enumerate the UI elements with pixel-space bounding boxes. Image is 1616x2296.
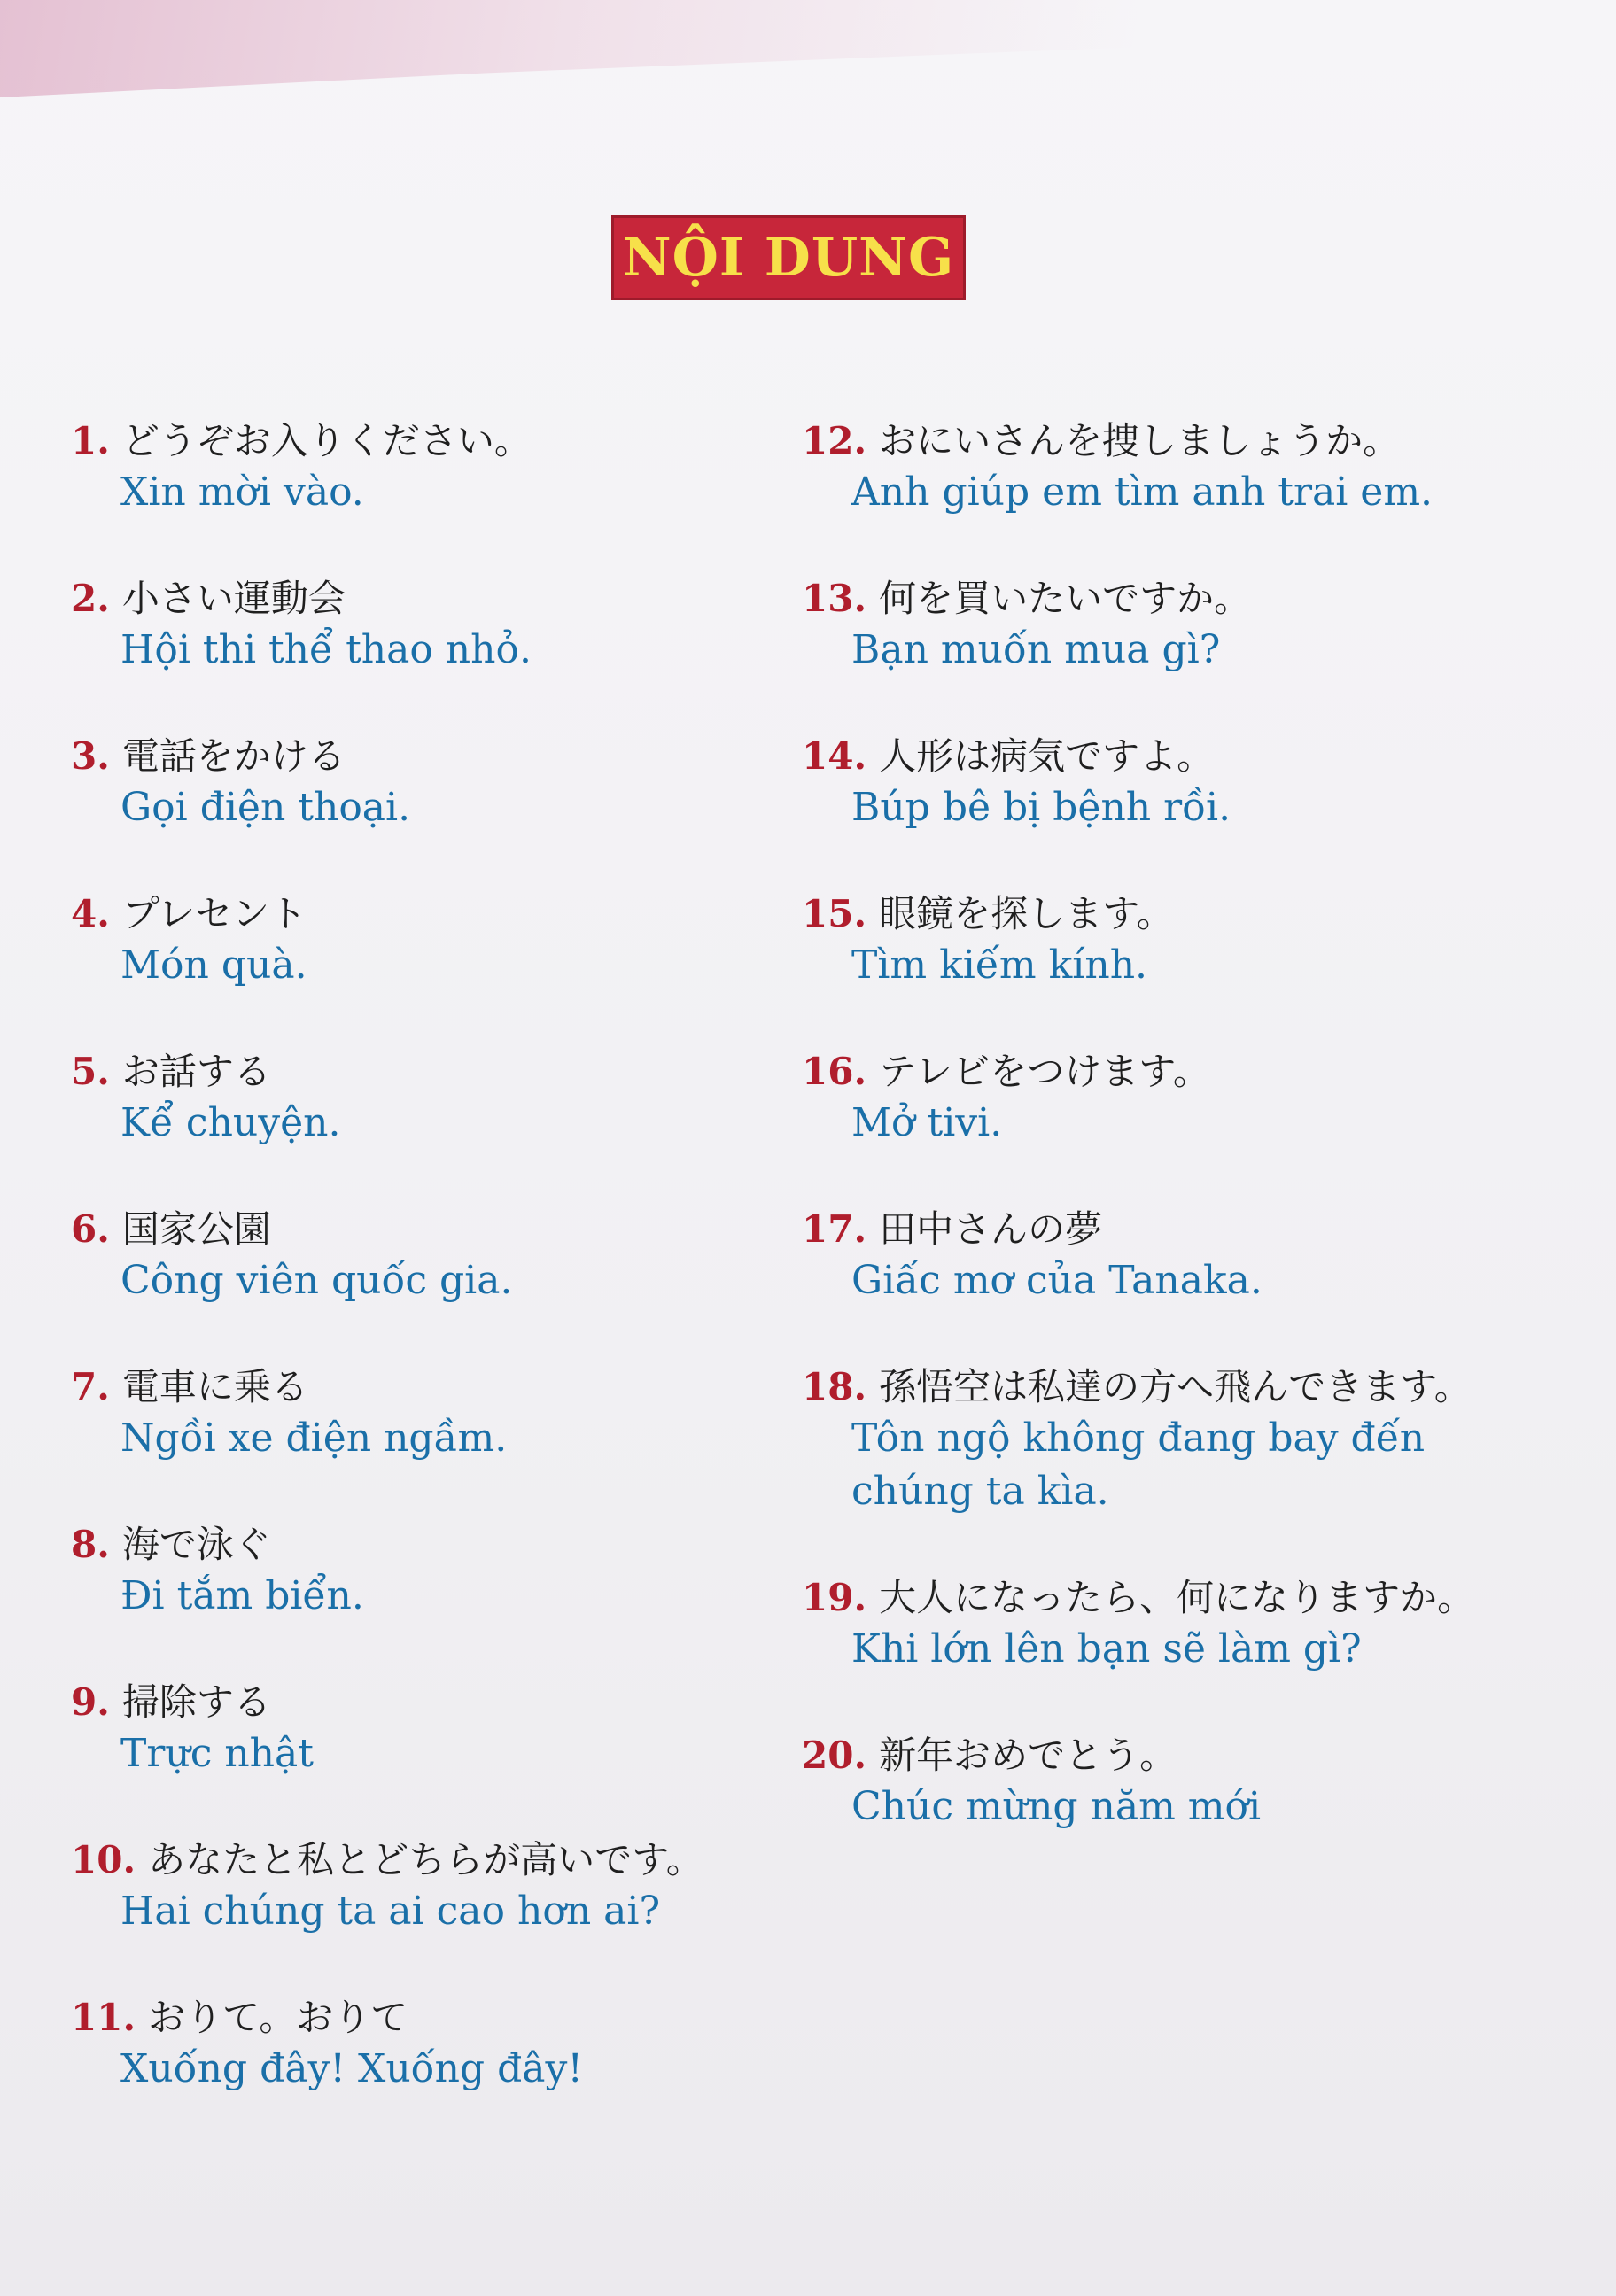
entry-japanese-text: テレビをつけます。 (879, 1050, 1210, 1093)
entry-japanese-line (802, 1047, 1537, 1097)
contents-entry (71, 889, 780, 992)
entry-japanese-text: 海で泳ぐ (121, 1523, 271, 1566)
entry-japanese-line (802, 732, 1537, 781)
entry-vietnamese-text: Giấc mơ của Tanaka. (851, 1258, 1262, 1303)
entry-number: 17. (802, 1207, 867, 1251)
entry-number: 1. (71, 419, 110, 462)
entry-number: 13. (802, 577, 867, 620)
entry-japanese-text: 電車に乗る (121, 1365, 308, 1408)
entry-japanese-line (802, 416, 1537, 466)
entry-japanese-text: 人形は病気ですよ。 (879, 734, 1215, 778)
entry-vietnamese-text: Hai chúng ta ai cao hơn ai? (120, 1889, 661, 1934)
entry-japanese-line (71, 1047, 780, 1097)
entry-number: 19. (802, 1576, 867, 1619)
contents-entry (802, 1205, 1537, 1307)
entry-japanese-line (71, 1835, 780, 1885)
contents-entry (802, 416, 1537, 519)
contents-entry (802, 889, 1537, 992)
entry-number: 20. (802, 1734, 867, 1777)
entry-number: 3. (71, 734, 110, 778)
entry-vietnamese-text: Đi tắm biển. (120, 1573, 364, 1618)
entry-japanese-line (802, 574, 1537, 624)
entry-vietnamese-text: Mở tivi. (851, 1100, 1003, 1145)
contents-entry (71, 574, 780, 677)
entry-japanese-line (71, 1520, 780, 1570)
contents-entry (71, 1678, 780, 1780)
entry-number: 12. (802, 419, 867, 462)
contents-entry (802, 1047, 1537, 1150)
entry-japanese-line (71, 1678, 780, 1727)
entry-japanese-text: 小さい運動会 (121, 577, 346, 620)
entry-vietnamese-text: Khi lớn lên bạn sẽ làm gì? (851, 1626, 1362, 1672)
entry-number: 14. (802, 734, 867, 778)
entry-japanese-text: 電話をかける (121, 734, 346, 778)
entry-vietnamese-text: Bạn muốn mua gì? (851, 627, 1221, 672)
contents-entry (802, 574, 1537, 677)
contents-entry (802, 1362, 1537, 1518)
left-column (71, 416, 780, 2096)
entry-japanese-line (71, 416, 780, 466)
entry-vietnamese-text: Gọi điện thoại. (120, 785, 411, 830)
entry-japanese-text: 大人になったら、何になりますか。 (879, 1576, 1475, 1619)
entry-japanese-line (802, 889, 1537, 939)
entry-japanese-text: おにいさんを捜しましょうか。 (879, 419, 1401, 462)
entry-japanese-line (71, 889, 780, 939)
entry-vietnamese-text: Hội thi thể thao nhỏ. (120, 627, 532, 672)
entry-number: 9. (71, 1680, 110, 1724)
entry-vietnamese-text: Công viên quốc gia. (120, 1258, 513, 1303)
contents-entry (71, 1205, 780, 1307)
entry-japanese-text: プレセント (121, 892, 307, 935)
entry-japanese-line (802, 1731, 1537, 1780)
contents-entry (71, 1993, 780, 2096)
entry-japanese-text: 孫悟空は私達の方へ飛んできます。 (879, 1365, 1472, 1408)
section-title-box (611, 215, 966, 300)
entry-japanese-text: あなたと私とどちらが高いです。 (148, 1838, 703, 1881)
entry-japanese-line (71, 574, 780, 624)
entry-japanese-line (71, 1362, 780, 1412)
contents-entry (71, 1520, 780, 1623)
entry-japanese-text: 何を買いたいですか。 (879, 577, 1252, 620)
contents-entry (71, 416, 780, 519)
entry-number: 11. (71, 1996, 136, 2039)
entry-number: 6. (71, 1207, 110, 1251)
entry-japanese-line (71, 1205, 780, 1254)
entry-japanese-text: 掃除する (121, 1680, 271, 1724)
contents-entry (71, 1047, 780, 1150)
entry-japanese-line (71, 732, 780, 781)
right-column (802, 416, 1537, 1834)
entry-japanese-text: 眼鏡を探します。 (879, 892, 1174, 935)
entry-japanese-text: 国家公園 (121, 1207, 271, 1251)
entry-vietnamese-text: Xin mời vào. (120, 469, 364, 515)
section-title: NỘI DUNG (622, 227, 955, 289)
entry-vietnamese-text: Món quà. (120, 942, 307, 988)
entry-japanese-line (71, 1993, 780, 2043)
entry-japanese-line (802, 1205, 1537, 1254)
entry-number: 7. (71, 1365, 110, 1408)
entry-vietnamese-text: Anh giúp em tìm anh trai em. (851, 469, 1433, 515)
entry-japanese-text: 新年おめでとう。 (879, 1734, 1177, 1777)
entry-japanese-line (802, 1573, 1537, 1623)
entry-vietnamese-text: Ngồi xe điện ngầm. (120, 1416, 508, 1461)
contents-entry (802, 1731, 1537, 1834)
entry-japanese-line (802, 1362, 1537, 1412)
entry-number: 16. (802, 1050, 867, 1093)
entry-vietnamese-text: Chúc mừng năm mới (851, 1784, 1262, 1829)
entry-vietnamese-text: Kể chuyện. (120, 1100, 341, 1145)
entry-japanese-text: 田中さんの夢 (879, 1207, 1103, 1251)
entry-japanese-text: おりて。おりて (148, 1996, 408, 2039)
entry-number: 8. (71, 1523, 110, 1566)
entry-vietnamese-text: Búp bê bị bệnh rồi. (851, 785, 1231, 830)
contents-entry (802, 732, 1537, 834)
entry-vietnamese-text: Tìm kiếm kính. (851, 942, 1148, 988)
entry-number: 4. (71, 892, 110, 935)
entry-japanese-text: お話する (121, 1050, 271, 1093)
entry-japanese-text: どうぞお入りください。 (121, 419, 532, 462)
entry-number: 18. (802, 1365, 867, 1408)
contents-entry (71, 1362, 780, 1465)
entry-number: 5. (71, 1050, 110, 1093)
entry-vietnamese-text: Trực nhật (120, 1731, 314, 1776)
entry-number: 2. (71, 577, 110, 620)
contents-entry (71, 1835, 780, 1938)
entry-number: 15. (802, 892, 867, 935)
contents-entry (802, 1573, 1537, 1676)
entry-number: 10. (71, 1838, 136, 1881)
contents-entry (71, 732, 780, 834)
entry-vietnamese-text: Xuống đây! Xuống đây! (120, 2046, 584, 2091)
entry-vietnamese-text: Tôn ngộ không đang bay đến chúng ta kìa. (851, 1416, 1426, 1514)
